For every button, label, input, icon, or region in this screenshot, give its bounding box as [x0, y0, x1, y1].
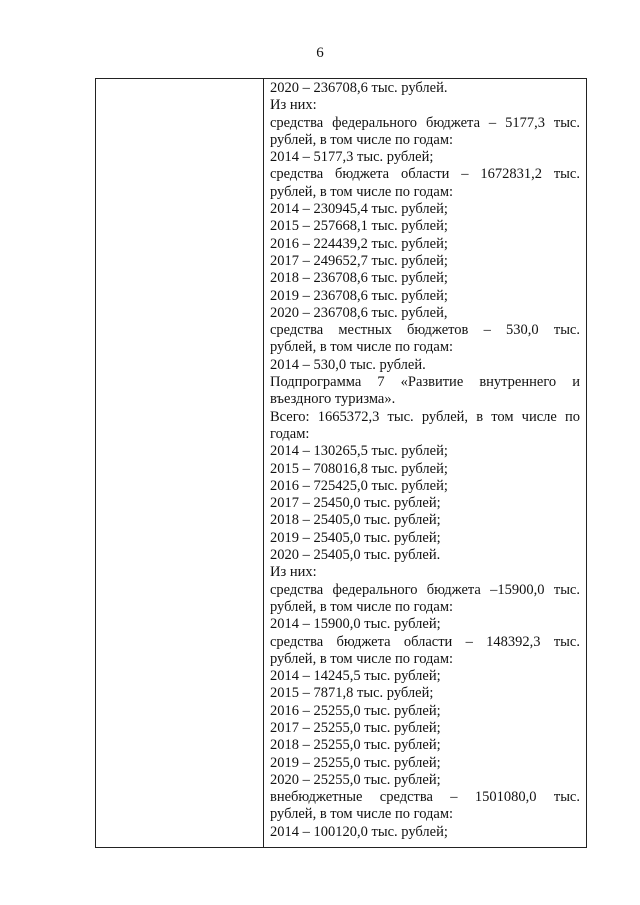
- text-line: рублей, в том числе по годам:: [270, 598, 454, 615]
- text-line: 2014 – 14245,5 тыс. рублей;: [270, 668, 441, 685]
- text-line: 2015 – 7871,8 тыс. рублей;: [270, 685, 434, 702]
- text-line: 2015 – 708016,8 тыс. рублей;: [270, 460, 448, 477]
- text-line: Подпрограмма 7 «Развитие внутреннего и: [270, 374, 580, 391]
- text-line: Всего: 1665372,3 тыс. рублей, в том числе по: [270, 408, 580, 425]
- text-line: рублей, в том числе по годам:: [270, 131, 454, 148]
- text-line: 2018 – 25255,0 тыс. рублей;: [270, 737, 441, 754]
- text-line: 2019 – 25405,0 тыс. рублей;: [270, 529, 441, 546]
- text-line: 2020 – 236708,6 тыс. рублей.: [270, 80, 448, 96]
- text-line: Из них:: [270, 97, 317, 114]
- table-right-cell: [264, 79, 586, 847]
- table-left-cell: [96, 79, 264, 847]
- page-number: 6: [316, 45, 324, 61]
- text-line: средства местных бюджетов – 530,0 тыс.: [270, 322, 580, 339]
- text-line: рублей, в том числе по годам:: [270, 183, 454, 200]
- text-line: 2017 – 25450,0 тыс. рублей;: [270, 495, 441, 512]
- text-line: 2017 – 25255,0 тыс. рублей;: [270, 719, 441, 736]
- text-line: годам:: [270, 425, 310, 442]
- text-line: 2014 – 130265,5 тыс. рублей;: [270, 443, 448, 460]
- text-line: 2014 – 15900,0 тыс. рублей;: [270, 616, 441, 633]
- text-line: 2014 – 230945,4 тыс. рублей;: [270, 201, 448, 218]
- text-line: 2015 – 257668,1 тыс. рублей;: [270, 218, 448, 235]
- program-table: [95, 78, 587, 848]
- text-line: 2020 – 25255,0 тыс. рублей;: [270, 771, 441, 788]
- text-line: 2019 – 25255,0 тыс. рублей;: [270, 754, 441, 771]
- text-line: средства федерального бюджета –15900,0 тыс.: [270, 581, 580, 598]
- text-line: 2020 – 236708,6 тыс. рублей,: [270, 304, 448, 321]
- text-line: 2016 – 25255,0 тыс. рублей;: [270, 702, 441, 719]
- text-line: 2018 – 236708,6 тыс. рублей;: [270, 270, 448, 287]
- text-line: 2016 – 725425,0 тыс. рублей;: [270, 477, 448, 494]
- text-line: 2020 – 25405,0 тыс. рублей.: [270, 547, 441, 564]
- text-line: средства бюджета области – 1672831,2 тыс.: [270, 166, 580, 183]
- text-line: 2018 – 25405,0 тыс. рублей;: [270, 512, 441, 529]
- text-line: Из них:: [270, 564, 317, 581]
- text-line: въездного туризма».: [270, 391, 396, 408]
- text-line: внебюджетные средства – 1501080,0 тыс.: [270, 789, 580, 806]
- text-line: 2016 – 224439,2 тыс. рублей;: [270, 235, 448, 252]
- text-line: 2014 – 100120,0 тыс. рублей;: [270, 823, 448, 840]
- text-line: 2019 – 236708,6 тыс. рублей;: [270, 287, 448, 304]
- text-line: 2014 – 530,0 тыс. рублей.: [270, 356, 426, 373]
- text-line: 2014 – 5177,3 тыс. рублей;: [270, 149, 434, 166]
- text-line: рублей, в том числе по годам:: [270, 339, 454, 356]
- text-line: 2017 – 249652,7 тыс. рублей;: [270, 252, 448, 269]
- text-line: рублей, в том числе по годам:: [270, 650, 454, 667]
- text-line: средства федерального бюджета – 5177,3 тыс.: [270, 114, 580, 131]
- text-line: рублей, в том числе по годам:: [270, 806, 454, 823]
- text-line: средства бюджета области – 148392,3 тыс.: [270, 633, 580, 650]
